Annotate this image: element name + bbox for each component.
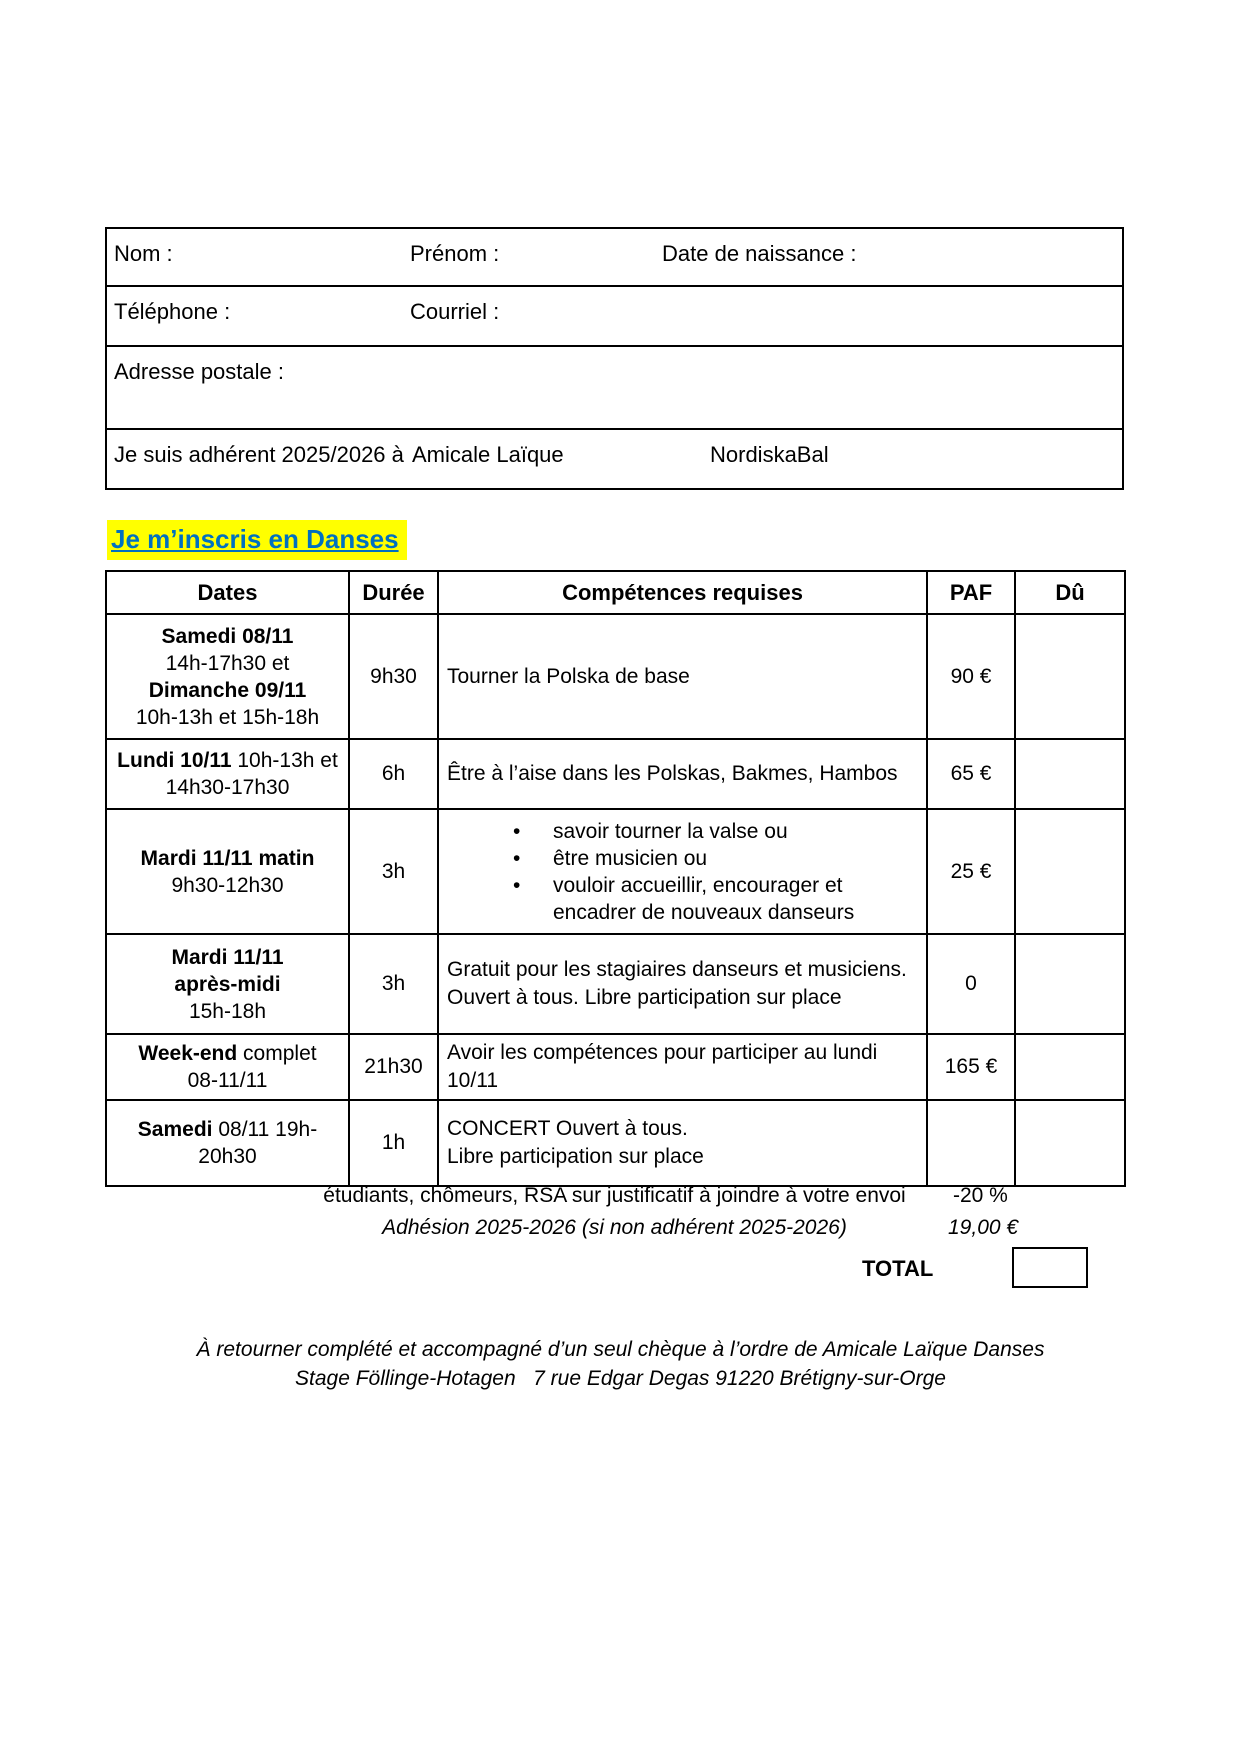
telephone-label: Téléphone : xyxy=(114,299,231,324)
adhesion-value: 19,00 € xyxy=(948,1216,1019,1239)
du-cell xyxy=(1015,1100,1125,1186)
bullet-item: • être musicien ou xyxy=(513,845,918,872)
du-cell xyxy=(1015,934,1125,1034)
table-row xyxy=(106,1100,1125,1186)
competences-cell: Avoir les compétences pour participer au lundi 10/11 xyxy=(438,1034,927,1100)
adherent-label: Je suis adhérent 2025/2026 à xyxy=(114,442,404,467)
adherent-option-nordiskabal: NordiskaBal xyxy=(710,442,829,467)
competences-line: Libre participation sur place xyxy=(447,1145,704,1168)
footer-line-2: Stage Föllinge-Hotagen 7 rue Edgar Degas 91220 Brétigny-sur-Orge xyxy=(295,1367,946,1390)
header-dates: Dates xyxy=(106,571,349,614)
adhesion-text: Adhésion 2025-2026 (si non adhérent 2025-2026) xyxy=(382,1216,847,1239)
header-paf: PAF xyxy=(927,571,1015,614)
date-line: 9h30-12h30 xyxy=(171,873,284,897)
date-line xyxy=(109,1116,346,1170)
competences-cell: Être à l’aise dans les Polskas, Bakmes, Hambos xyxy=(438,739,927,809)
discount-value: -20 % xyxy=(953,1184,1008,1207)
identity-row-contact xyxy=(106,286,1123,346)
duree-cell: 9h30 xyxy=(349,614,438,739)
date-line: après-midi xyxy=(174,972,281,996)
identity-row-membership xyxy=(106,429,1123,489)
bullet-item: • savoir tourner la valse ou xyxy=(513,818,918,845)
duree-cell: 21h30 xyxy=(349,1034,438,1100)
competences-cell xyxy=(438,1100,927,1186)
discount-text: étudiants, chômeurs, RSA sur justificatif à joindre à votre envoi xyxy=(323,1184,906,1207)
paf-cell: 25 € xyxy=(927,809,1015,934)
date-line xyxy=(109,1040,346,1067)
schedule-table xyxy=(105,570,1126,1187)
date-line: 08-11/11 xyxy=(187,1069,268,1092)
total-amount-box xyxy=(1012,1247,1088,1288)
date-rest: complet xyxy=(237,1042,317,1065)
identity-row-name xyxy=(106,228,1123,286)
dates-cell xyxy=(106,614,349,739)
adhesion-line xyxy=(105,1216,1124,1240)
schedule-header-row xyxy=(106,571,1125,614)
date-naissance-label: Date de naissance : xyxy=(662,241,857,266)
du-cell xyxy=(1015,614,1125,739)
dates-cell xyxy=(106,809,349,934)
du-cell xyxy=(1015,809,1125,934)
competences-bullet-list xyxy=(447,818,918,926)
competences-line: Ouvert à tous. Libre participation sur place xyxy=(447,986,842,1009)
dates-cell xyxy=(106,934,349,1034)
date-line: 10h-13h et 15h-18h xyxy=(135,705,320,729)
date-line: 15h-18h xyxy=(188,999,267,1023)
paf-cell: 0 xyxy=(927,934,1015,1034)
bullet-item: • vouloir accueillir, encourager et encadrer de nouveaux danseurs xyxy=(513,872,918,926)
paf-cell: 65 € xyxy=(927,739,1015,809)
table-row xyxy=(106,934,1125,1034)
identity-table xyxy=(105,227,1124,490)
date-bold: Lundi 10/11 xyxy=(117,749,232,772)
date-line: Mardi 11/11 xyxy=(171,945,284,969)
duree-cell: 1h xyxy=(349,1100,438,1186)
section-heading-danses: Je m’inscris en Danses xyxy=(107,520,407,560)
paf-cell: 90 € xyxy=(927,614,1015,739)
adherent-option-amicale: Amicale Laïque xyxy=(412,442,564,467)
duree-cell: 6h xyxy=(349,739,438,809)
date-line: Dimanche 09/11 xyxy=(148,678,307,702)
dates-cell xyxy=(106,739,349,809)
header-competences: Compétences requises xyxy=(438,571,927,614)
paf-cell: 165 € xyxy=(927,1034,1015,1100)
adresse-label: Adresse postale : xyxy=(114,359,284,384)
date-line: 14h30-17h30 xyxy=(165,776,290,799)
date-line: Samedi 08/11 xyxy=(161,624,294,648)
du-cell xyxy=(1015,1034,1125,1100)
competences-cell xyxy=(438,809,927,934)
du-cell xyxy=(1015,739,1125,809)
paf-cell xyxy=(927,1100,1015,1186)
competences-cell xyxy=(438,934,927,1034)
table-row xyxy=(106,614,1125,739)
table-row xyxy=(106,809,1125,934)
header-du: Dû xyxy=(1015,571,1125,614)
header-duree: Durée xyxy=(349,571,438,614)
footer xyxy=(0,1335,1241,1393)
table-row xyxy=(106,739,1125,809)
prenom-label: Prénom : xyxy=(410,241,500,266)
date-line: 14h-17h30 et xyxy=(165,651,290,675)
competences-line: CONCERT Ouvert à tous. xyxy=(447,1117,688,1140)
date-bold: Samedi xyxy=(137,1118,213,1141)
duree-cell: 3h xyxy=(349,809,438,934)
date-bold: Week-end xyxy=(138,1042,238,1065)
dates-cell xyxy=(106,1100,349,1186)
date-rest: 10h-13h et xyxy=(231,749,338,772)
identity-row-address xyxy=(106,346,1123,429)
date-line: Mardi 11/11 matin xyxy=(140,846,315,870)
total-label: TOTAL xyxy=(862,1256,934,1281)
competences-cell: Tourner la Polska de base xyxy=(438,614,927,739)
discount-line xyxy=(105,1184,1124,1208)
table-row xyxy=(106,1034,1125,1100)
date-line xyxy=(109,747,346,774)
dates-cell xyxy=(106,1034,349,1100)
footer-line-1: À retourner complété et accompagné d’un seul chèque à l’ordre de Amicale Laïque Danses xyxy=(196,1338,1045,1361)
duree-cell: 3h xyxy=(349,934,438,1034)
courriel-label: Courriel : xyxy=(410,299,500,324)
date-rest: 08/11 19h-20h30 xyxy=(198,1118,318,1168)
nom-label: Nom : xyxy=(114,241,173,266)
competences-line: Gratuit pour les stagiaires danseurs et musiciens. xyxy=(447,958,907,981)
